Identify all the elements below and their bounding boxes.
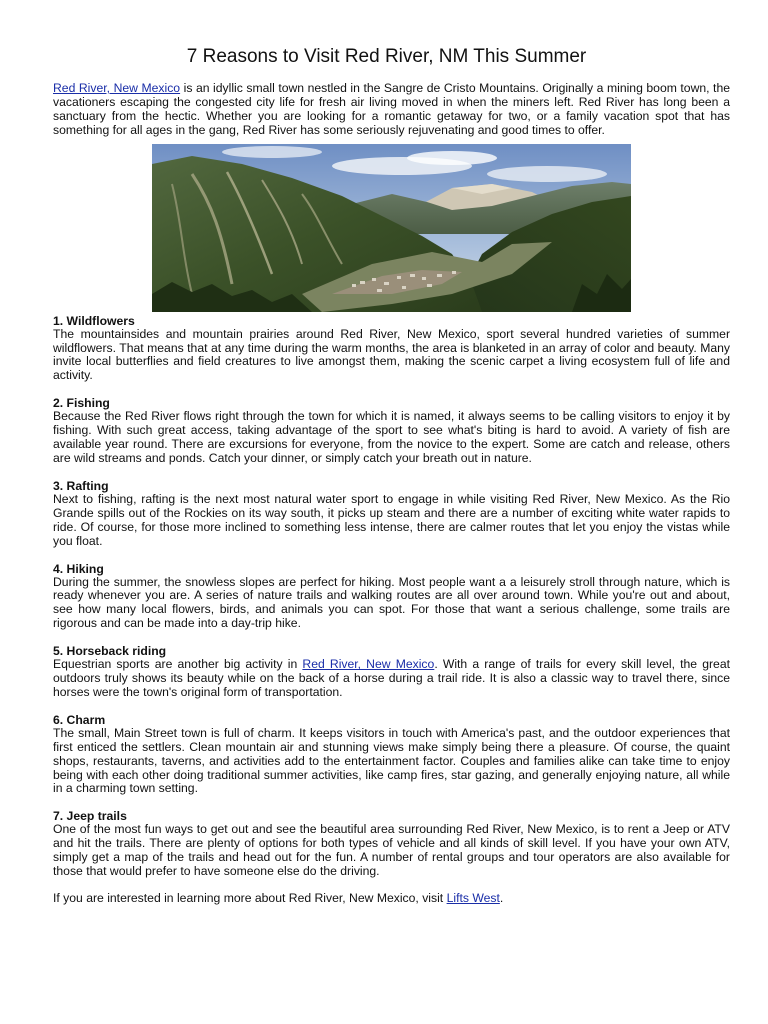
intro-paragraph	[53, 82, 730, 138]
section-body: During the summer, the snowless slopes are perfect for hiking. Most people want a a leisurely stroll through nature, which is ready whenever you are. A series of nature trails and walking routes are all over around town. While you're out and about, see how many local flowers, birds, and animals you can spot. For those that want a serious challenge, some trails are rigorous and can be made into a day-trip hike.	[53, 574, 730, 631]
closing-paragraph	[53, 892, 730, 906]
section-body: Next to fishing, rafting is the next most natural water sport to engage in while visiting Red River, New Mexico. As the Rio Grande spills out of the Rockies on its way south, it picks up steam and there are a number of exciting white water rapids to ride. Of course, for those more inclined to something less intense, there are calmer routes that let you enjoy the vistas while you float.	[53, 491, 730, 548]
section-horseback-riding	[53, 644, 730, 700]
section-body: Because the Red River flows right through the town for which it is named, it always seems to be calling visitors to enjoy it by fishing. With such great access, taking advantage of the sport to see what's biting is hard to avoid. A variety of fish are available year round. There are excursions for everyone, from the novice to the expert. Some are catch and release, others are wild streams and ponds. Catch your dinner, or simply catch your breath out in nature.	[53, 409, 730, 465]
section-title: 5. Horseback riding	[53, 644, 167, 659]
section-jeep-trails	[53, 809, 730, 879]
section-body: The small, Main Street town is full of charm. It keeps visitors in touch with America's past, and the outdoor experiences that first enticed the settlers. Clean mountain air and stunning views make simply being there a pleasure. Of course, the quaint shops, restaurants, taverns, and activities add to the entertainment factor. Couples and families alike can take time to enjoy being with each other doing traditional summer activities, like camp fires, star gazing, and generally enjoying nature, all while in a charming town setting.	[53, 725, 730, 796]
section-body	[53, 658, 730, 700]
mountain-valley-photo-icon	[152, 144, 631, 312]
section-title: 3. Rafting	[53, 478, 109, 493]
section-rafting	[53, 479, 730, 549]
mountain-valley-photo	[152, 144, 631, 312]
section-body-after: . With a range of trails for every skill level, the great outdoors truly shows its beauty while on the back of a horse during a trail ride. It is also a classic way to travel there, since horses were the town's original form of transportation.	[53, 657, 730, 699]
section-title: 2. Fishing	[53, 396, 110, 411]
section-charm	[53, 713, 730, 797]
section-hiking	[53, 562, 730, 632]
intro-red-river-link[interactable]: Red River, New Mexico	[53, 81, 181, 95]
section-fishing	[53, 396, 730, 466]
section-body: The mountainsides and mountain prairies around Red River, New Mexico, sport several hundred varieties of summer wildflowers. That means that at any time during the warm months, the area is blanketed in an array of color and beauty. Many invite local butterflies and field creatures to live amongst them, making the scenic carpet a living ecosystem full of life and activity.	[53, 326, 730, 383]
horseback-red-river-link[interactable]: Red River, New Mexico	[302, 657, 435, 672]
section-body: One of the most fun ways to get out and see the beautiful area surrounding Red River, New Mexico, is to rent a Jeep or ATV and hit the trails. There are plenty of options for both types of vehicle and all kinds of skill level. If you have your own ATV, simply get a map of the trails and head out for the fun. A number of rental groups and tour operators are also available for those that would prefer to have someone else do the driving.	[53, 822, 730, 879]
section-title: 7. Jeep trails	[53, 809, 127, 824]
section-body-before: Equestrian sports are another big activity in	[53, 657, 303, 672]
intro-text: is an idyllic small town nestled in the Sangre de Cristo Mountains. Originally a mining boom town, the vacationers escaping the congested city life for fresh air living moved in when the miners left. Red River has long been a sanctuary from the hectic. Whether you are looking for a romantic getaway for two, or a family vacation spot that has something for all ages in the gang, Red River has some seriously rejuvenating and good times to offer.	[53, 81, 731, 137]
lifts-west-link[interactable]: Lifts West	[446, 891, 500, 905]
closing-end: .	[499, 891, 504, 905]
section-wildflowers	[53, 314, 730, 384]
section-title: 1. Wildflowers	[53, 313, 135, 328]
page-title: 7 Reasons to Visit Red River, NM This Summer	[186, 46, 587, 67]
closing-text: If you are interested in learning more about Red River, New Mexico, visit	[53, 891, 447, 905]
section-title: 6. Charm	[53, 712, 106, 727]
section-title: 4. Hiking	[53, 561, 104, 576]
